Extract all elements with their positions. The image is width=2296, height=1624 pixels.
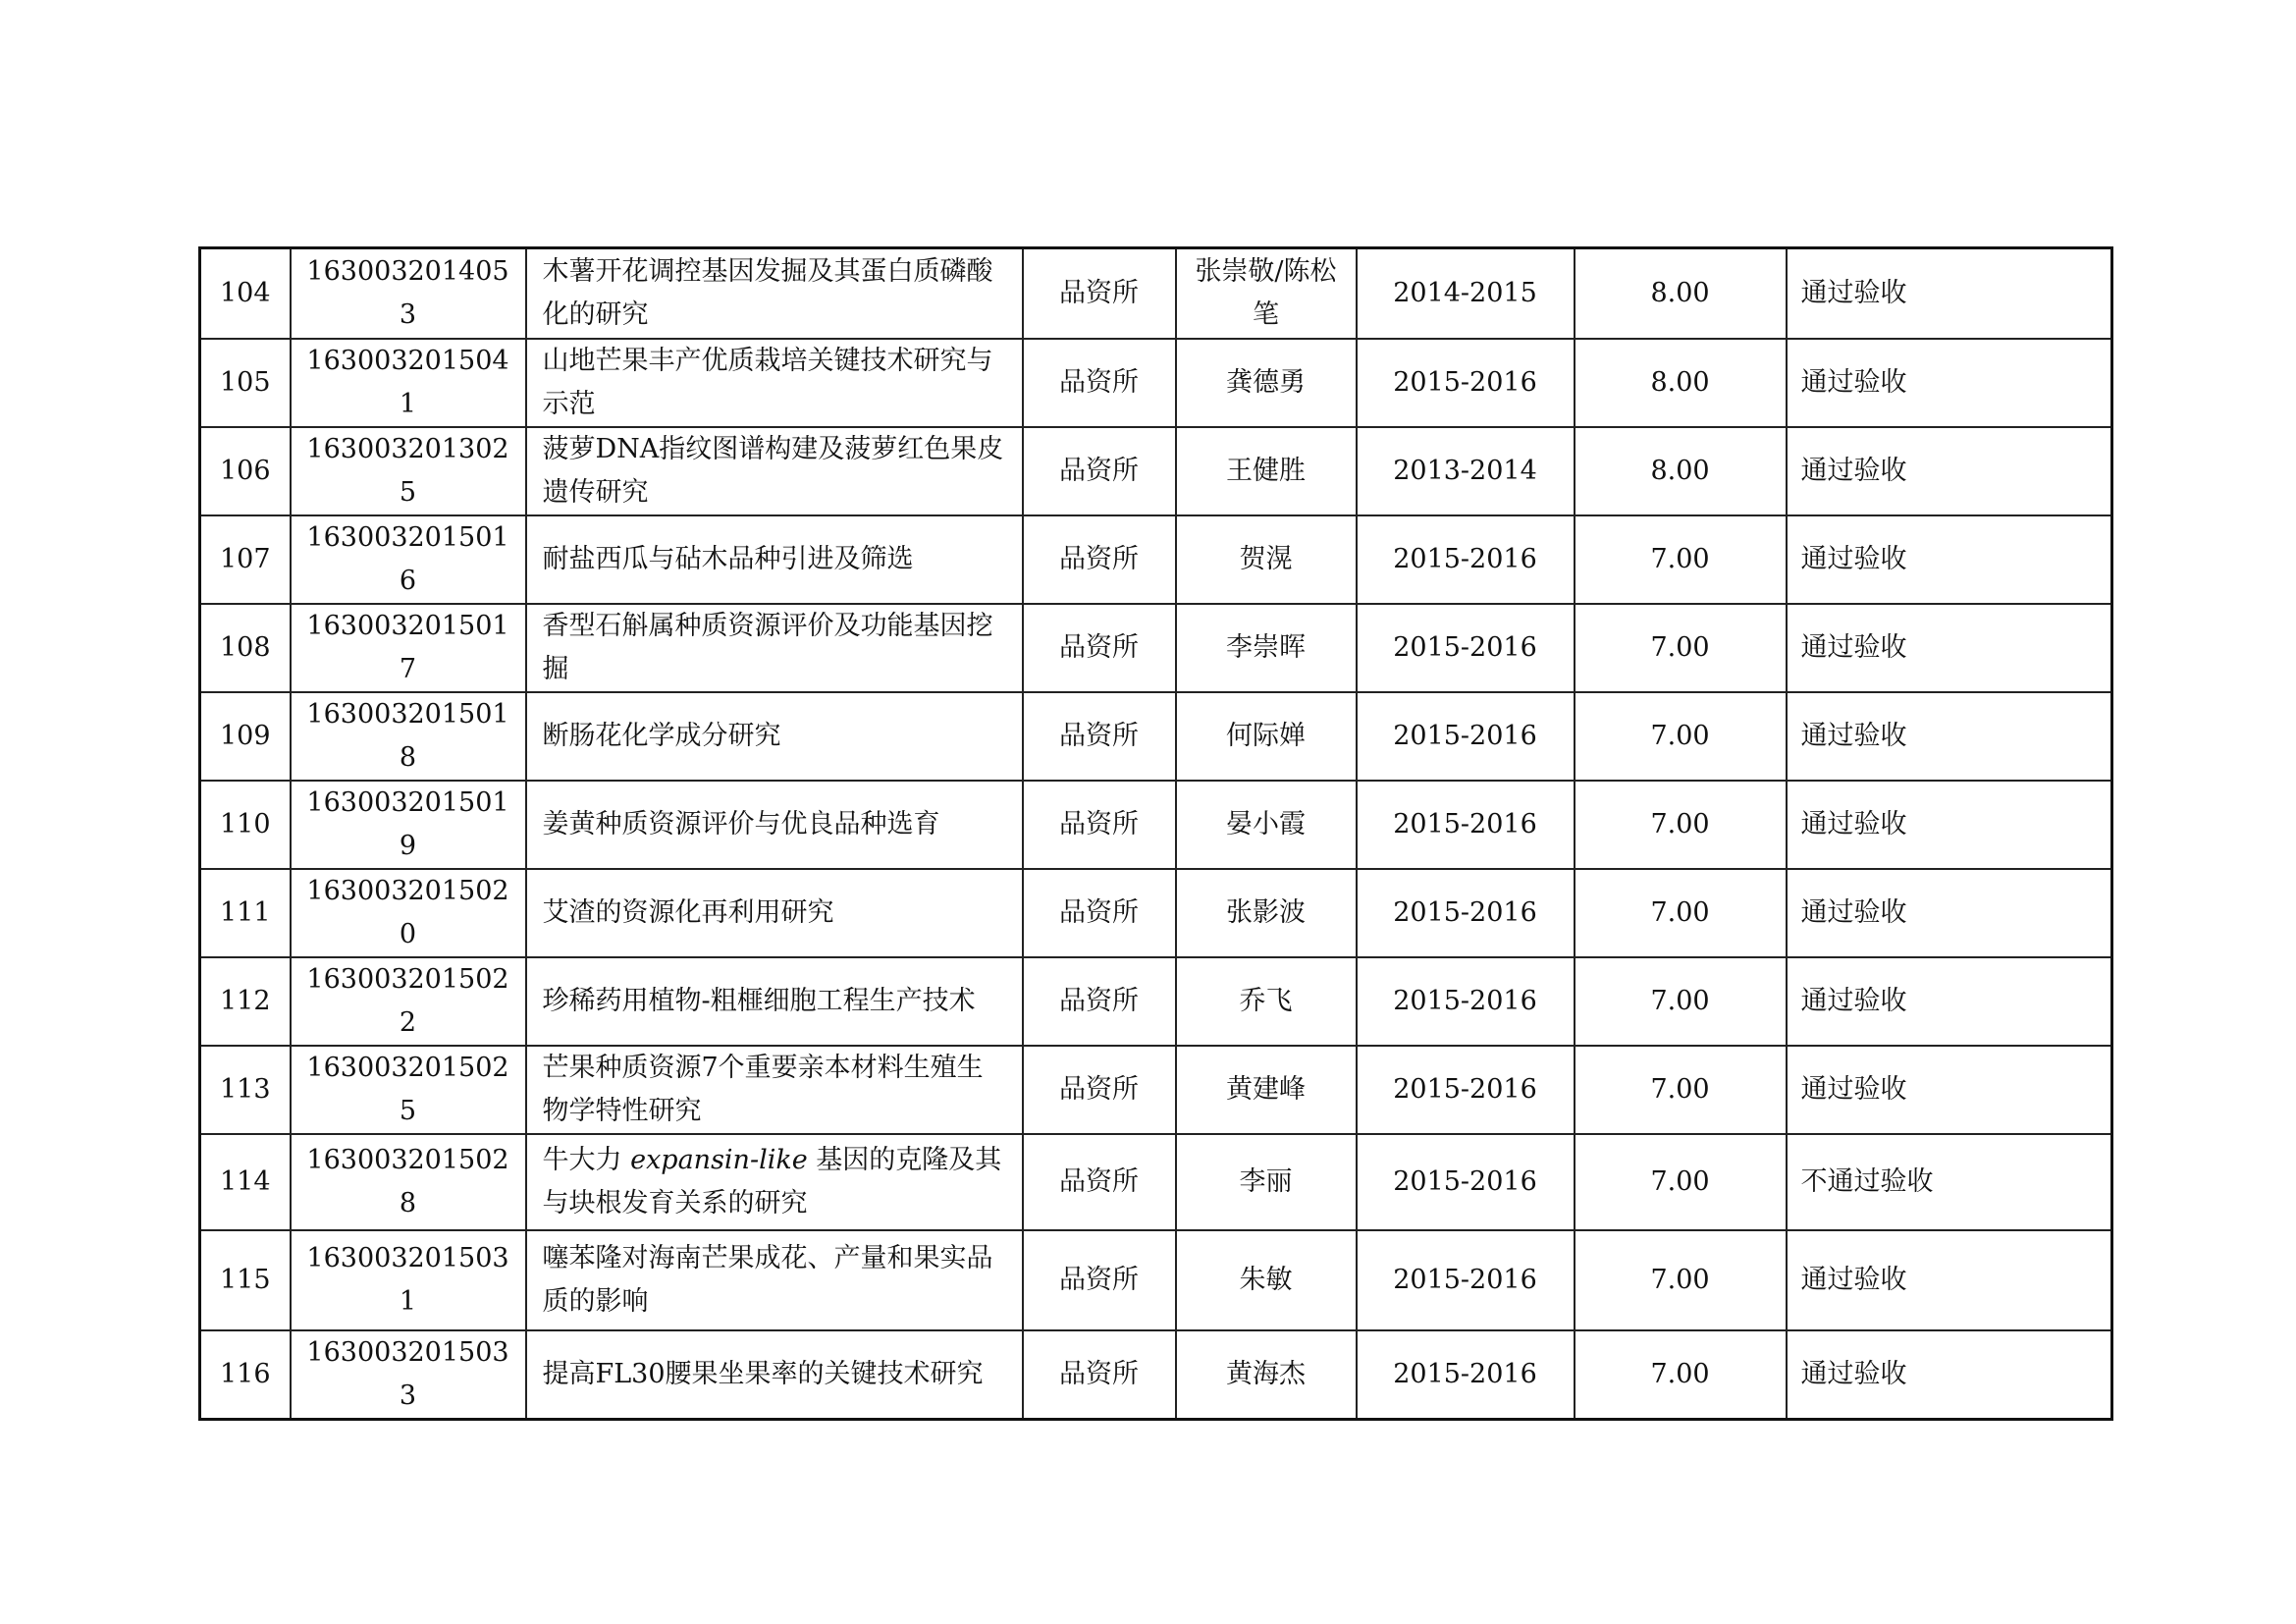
- amount: 7.00: [1575, 1046, 1787, 1134]
- table-row: [200, 427, 2112, 515]
- person-in-charge: 黄海杰: [1176, 1330, 1357, 1420]
- amount: 7.00: [1575, 957, 1787, 1046]
- period: 2015-2016: [1357, 1134, 1575, 1230]
- amount: 7.00: [1575, 781, 1787, 869]
- person-in-charge: 黄建峰: [1176, 1046, 1357, 1134]
- table-row: [200, 1230, 2112, 1330]
- period: 2015-2016: [1357, 781, 1575, 869]
- acceptance-result: 通过验收: [1787, 781, 2112, 869]
- row-number: 105: [200, 339, 291, 427]
- unit: 品资所: [1023, 1046, 1176, 1134]
- amount: 8.00: [1575, 427, 1787, 515]
- period: 2015-2016: [1357, 869, 1575, 957]
- unit: 品资所: [1023, 781, 1176, 869]
- amount: 7.00: [1575, 1230, 1787, 1330]
- table-row: [200, 781, 2112, 869]
- person-in-charge: 张崇敬/陈松笔: [1176, 248, 1357, 339]
- acceptance-result: 通过验收: [1787, 692, 2112, 781]
- acceptance-result: 通过验收: [1787, 604, 2112, 692]
- table-row: [200, 604, 2112, 692]
- project-id: 1630032015016: [291, 515, 526, 604]
- acceptance-result: 通过验收: [1787, 339, 2112, 427]
- period: 2015-2016: [1357, 692, 1575, 781]
- project-title: 提高FL30腰果坐果率的关键技术研究: [526, 1330, 1023, 1420]
- amount: 8.00: [1575, 248, 1787, 339]
- unit: 品资所: [1023, 339, 1176, 427]
- period: 2015-2016: [1357, 1230, 1575, 1330]
- person-in-charge: 乔飞: [1176, 957, 1357, 1046]
- acceptance-result: 通过验收: [1787, 869, 2112, 957]
- project-title: 噻苯隆对海南芒果成花、产量和果实品质的影响: [526, 1230, 1023, 1330]
- project-id: 1630032015018: [291, 692, 526, 781]
- period: 2014-2015: [1357, 248, 1575, 339]
- unit: 品资所: [1023, 1134, 1176, 1230]
- table-row: [200, 869, 2112, 957]
- project-title: 艾渣的资源化再利用研究: [526, 869, 1023, 957]
- project-title: 姜黄种质资源评价与优良品种选育: [526, 781, 1023, 869]
- row-number: 104: [200, 248, 291, 339]
- project-title: 香型石斛属种质资源评价及功能基因挖掘: [526, 604, 1023, 692]
- unit: 品资所: [1023, 515, 1176, 604]
- row-number: 107: [200, 515, 291, 604]
- row-number: 108: [200, 604, 291, 692]
- period: 2015-2016: [1357, 515, 1575, 604]
- table-row: [200, 1046, 2112, 1134]
- project-id: 1630032013025: [291, 427, 526, 515]
- amount: 7.00: [1575, 1134, 1787, 1230]
- table-row: [200, 1330, 2112, 1420]
- project-id: 1630032014053: [291, 248, 526, 339]
- acceptance-result: 通过验收: [1787, 1230, 2112, 1330]
- row-number: 115: [200, 1230, 291, 1330]
- project-title: 菠萝DNA指纹图谱构建及菠萝红色果皮遗传研究: [526, 427, 1023, 515]
- project-id: 1630032015031: [291, 1230, 526, 1330]
- table-row: [200, 1134, 2112, 1230]
- amount: 7.00: [1575, 692, 1787, 781]
- period: 2015-2016: [1357, 339, 1575, 427]
- table-row: [200, 248, 2112, 339]
- row-number: 112: [200, 957, 291, 1046]
- project-title: 断肠花化学成分研究: [526, 692, 1023, 781]
- project-id: 1630032015033: [291, 1330, 526, 1420]
- unit: 品资所: [1023, 692, 1176, 781]
- unit: 品资所: [1023, 1330, 1176, 1420]
- project-title: [526, 1134, 1023, 1230]
- project-title: 木薯开花调控基因发掘及其蛋白质磷酸化的研究: [526, 248, 1023, 339]
- project-acceptance-table: [198, 246, 2113, 1421]
- amount: 7.00: [1575, 1330, 1787, 1420]
- row-number: 109: [200, 692, 291, 781]
- person-in-charge: 龚德勇: [1176, 339, 1357, 427]
- project-id: 1630032015028: [291, 1134, 526, 1230]
- unit: 品资所: [1023, 604, 1176, 692]
- person-in-charge: 何际婵: [1176, 692, 1357, 781]
- unit: 品资所: [1023, 427, 1176, 515]
- project-id: 1630032015022: [291, 957, 526, 1046]
- row-number: 110: [200, 781, 291, 869]
- table-row: [200, 692, 2112, 781]
- acceptance-result: 不通过验收: [1787, 1134, 2112, 1230]
- table-row: [200, 957, 2112, 1046]
- table-row: [200, 515, 2112, 604]
- row-number: 106: [200, 427, 291, 515]
- row-number: 116: [200, 1330, 291, 1420]
- acceptance-result: 通过验收: [1787, 427, 2112, 515]
- period: 2015-2016: [1357, 604, 1575, 692]
- person-in-charge: 晏小霞: [1176, 781, 1357, 869]
- project-title: 耐盐西瓜与砧木品种引进及筛选: [526, 515, 1023, 604]
- unit: 品资所: [1023, 869, 1176, 957]
- title-suffix: 基因的克隆及其与块根发育关系的研究: [542, 1144, 1002, 1218]
- row-number: 114: [200, 1134, 291, 1230]
- amount: 7.00: [1575, 869, 1787, 957]
- table-row: [200, 339, 2112, 427]
- unit: 品资所: [1023, 957, 1176, 1046]
- project-id: 1630032015025: [291, 1046, 526, 1134]
- row-number: 111: [200, 869, 291, 957]
- unit: 品资所: [1023, 248, 1176, 339]
- person-in-charge: 贺滉: [1176, 515, 1357, 604]
- unit: 品资所: [1023, 1230, 1176, 1330]
- row-number: 113: [200, 1046, 291, 1134]
- person-in-charge: 张影波: [1176, 869, 1357, 957]
- project-id: 1630032015020: [291, 869, 526, 957]
- acceptance-result: 通过验收: [1787, 957, 2112, 1046]
- title-prefix: 牛大力: [542, 1144, 631, 1175]
- person-in-charge: 李丽: [1176, 1134, 1357, 1230]
- amount: 7.00: [1575, 515, 1787, 604]
- project-title: 芒果种质资源7个重要亲本材料生殖生物学特性研究: [526, 1046, 1023, 1134]
- period: 2015-2016: [1357, 1330, 1575, 1420]
- amount: 7.00: [1575, 604, 1787, 692]
- person-in-charge: 朱敏: [1176, 1230, 1357, 1330]
- period: 2015-2016: [1357, 1046, 1575, 1134]
- project-title: 山地芒果丰产优质栽培关键技术研究与示范: [526, 339, 1023, 427]
- acceptance-result: 通过验收: [1787, 515, 2112, 604]
- person-in-charge: 王健胜: [1176, 427, 1357, 515]
- project-id: 1630032015017: [291, 604, 526, 692]
- acceptance-result: 通过验收: [1787, 1330, 2112, 1420]
- project-id: 1630032015041: [291, 339, 526, 427]
- amount: 8.00: [1575, 339, 1787, 427]
- project-title: 珍稀药用植物-粗榧细胞工程生产技术: [526, 957, 1023, 1046]
- period: 2013-2014: [1357, 427, 1575, 515]
- acceptance-result: 通过验收: [1787, 248, 2112, 339]
- gene-name: expansin-like: [630, 1144, 808, 1175]
- project-id: 1630032015019: [291, 781, 526, 869]
- acceptance-result: 通过验收: [1787, 1046, 2112, 1134]
- person-in-charge: 李崇晖: [1176, 604, 1357, 692]
- period: 2015-2016: [1357, 957, 1575, 1046]
